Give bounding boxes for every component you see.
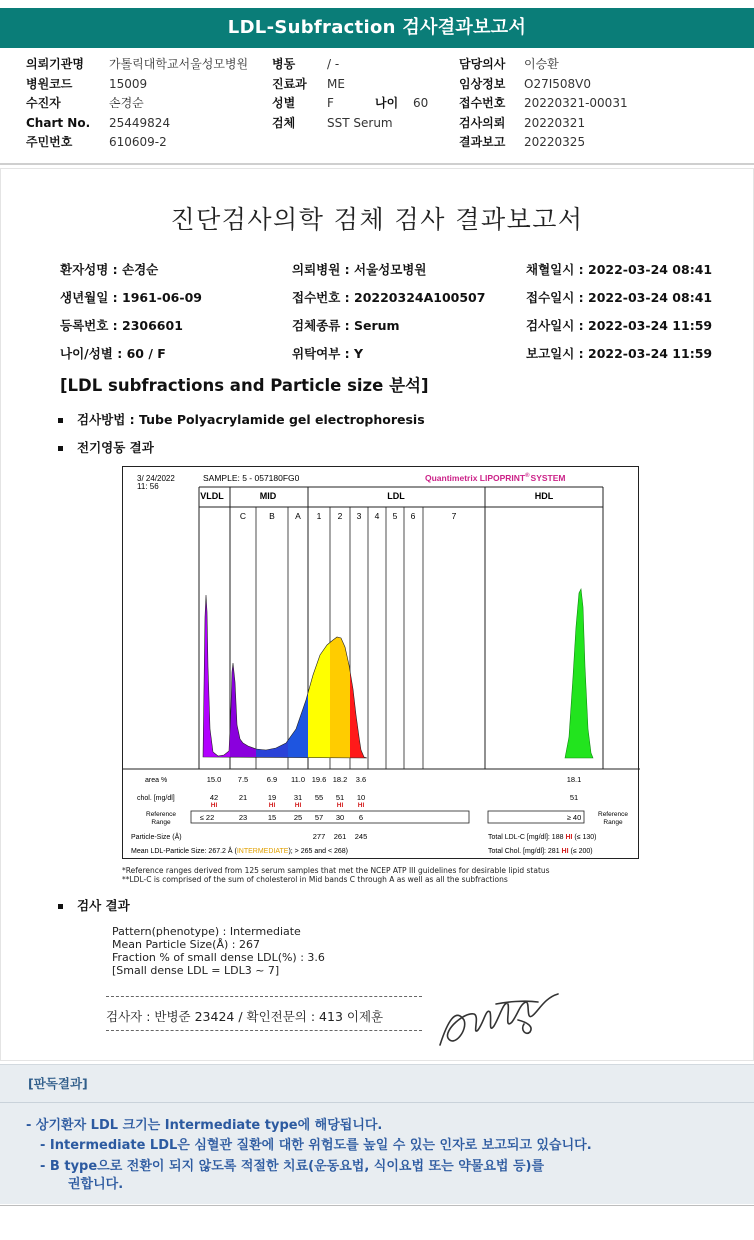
verdict-line-4: 권합니다. <box>68 1177 124 1192</box>
chart-brand <box>425 472 566 483</box>
document-title: 진단검사의학 검체 검사 결과보고서 <box>170 205 584 234</box>
row-label-area: area % <box>145 777 168 784</box>
signature-dash-bottom <box>106 1030 422 1031</box>
particle-size-value: 261 <box>333 832 347 841</box>
hdl-ref-value: ≥ 40 <box>566 813 582 822</box>
hi-flag: HI <box>336 802 344 809</box>
header-label: 의뢰기관명 <box>26 57 84 71</box>
header-row <box>26 114 248 134</box>
result-mean-size: Mean Particle Size(Å) : 267 <box>112 938 260 951</box>
header-row <box>272 55 428 75</box>
band-label: 7 <box>451 511 457 521</box>
chart-table-layer <box>131 775 628 855</box>
header-value: 610609-2 <box>109 135 167 150</box>
header-row <box>26 55 248 75</box>
hi-flag: HI <box>294 802 302 809</box>
hi-flag: HI <box>210 802 218 809</box>
group-label: VLDL <box>200 491 224 501</box>
area-value: 19.6 <box>311 775 327 784</box>
header-row <box>459 75 628 95</box>
header-value: 가톨릭대학교서울성모병원 <box>109 57 249 71</box>
ref-value: 6 <box>358 813 364 822</box>
band-label: 5 <box>392 511 398 521</box>
chol-value: 51 <box>335 793 345 802</box>
header-row <box>459 55 628 75</box>
mean-size-suffix: ); > 265 and < 268) <box>288 848 348 855</box>
ref-value: 23 <box>238 813 248 822</box>
brand-mark: ® <box>525 473 530 479</box>
result-small-dense-note: [Small dense LDL = LDL3 ~ 7] <box>112 964 280 977</box>
curve-band-fill <box>203 595 367 758</box>
handwritten-signature <box>434 990 564 1055</box>
hdl-ref-label-1: Reference <box>598 811 628 818</box>
header-label: 수진자 <box>26 96 61 111</box>
header-value: 20220321-00031 <box>524 96 628 111</box>
header-label: 임상정보 <box>459 76 506 91</box>
patient-name: 환자성명 : 손경순 <box>60 262 159 277</box>
examiner-line: 검사자 : 반병준 23424 / 확인전문의 : 413 이제훈 <box>106 1009 384 1024</box>
header-row <box>26 133 248 153</box>
section-heading: [LDL subfractions and Particle size 분석] <box>60 376 429 395</box>
ref-value: 57 <box>314 813 324 822</box>
brand-suffix: SYSTEM <box>530 473 566 483</box>
total-chol-ref: (≤ 200) <box>568 848 593 855</box>
signature-stroke <box>440 994 558 1045</box>
header-label: 주민번호 <box>26 135 73 150</box>
hdl-area-value: 18.1 <box>566 775 582 784</box>
hdl-chol-value: 51 <box>569 793 579 802</box>
patient-birth: 생년월일 : 1961-06-09 <box>60 290 202 305</box>
verdict-line-2: - Intermediate LDL은 심혈관 질환에 대한 위험도를 높일 수 있는 인자로 보고되고 있습니다. <box>40 1138 592 1153</box>
method-line <box>58 410 425 428</box>
band-label: C <box>239 511 247 521</box>
header-row <box>272 114 428 134</box>
ref-value: 25 <box>293 813 303 822</box>
header-divider <box>0 163 754 165</box>
header-value: / - <box>327 57 340 71</box>
header-row <box>459 133 628 153</box>
header-column-3 <box>459 55 628 153</box>
area-value: 15.0 <box>206 775 222 784</box>
verdict-line-1: - 상기환자 LDL 크기는 Intermediate type에 해당됩니다. <box>26 1118 383 1133</box>
mean-size-status: INTERMEDIATE <box>236 848 289 855</box>
report-banner-title: LDL-Subfraction 검사결과보고서 <box>0 8 754 48</box>
footnote-2: **LDL-C is comprised of the sum of cholesterol in Mid bands C through A as well as all the subfractions <box>122 875 508 884</box>
group-label: HDL <box>534 491 554 501</box>
result-heading <box>58 896 130 914</box>
receipt-number: 접수번호 : 20220324A100507 <box>292 290 486 305</box>
band-label: 2 <box>337 511 343 521</box>
hdl-peak <box>565 589 593 758</box>
report-datetime: 보고일시 : 2022-03-24 11:59 <box>526 346 713 361</box>
chart-time: 11: 56 <box>137 482 159 491</box>
ref-label-1: Reference <box>146 811 176 818</box>
chol-value: 31 <box>293 793 303 802</box>
age-sex: 나이/성별 : 60 / F <box>60 346 166 361</box>
header-column-1 <box>26 55 248 153</box>
chart-grid <box>123 487 640 769</box>
lipoprint-chart-svg <box>123 467 640 860</box>
chol-value: 10 <box>356 793 366 802</box>
area-value: 7.5 <box>237 775 249 784</box>
header-value: ME <box>327 76 345 91</box>
header-label: Chart No. <box>26 115 91 130</box>
band-label: 6 <box>410 511 416 521</box>
band-label: A <box>295 511 301 521</box>
header-label: 병원코드 <box>26 76 73 91</box>
mean-ldl-size <box>131 846 348 855</box>
header-label: 진료과 <box>272 76 307 91</box>
chart-curve-layer <box>203 589 593 758</box>
bullet-icon <box>58 418 63 423</box>
verdict-divider <box>0 1102 754 1103</box>
chart-static-layer <box>137 472 566 491</box>
header-value: F <box>327 96 334 111</box>
verdict-heading: [판독결과] <box>28 1076 88 1091</box>
bullet-icon <box>58 904 63 909</box>
area-value: 18.2 <box>332 775 348 784</box>
band-label: 4 <box>374 511 380 521</box>
registration-number: 등록번호 : 2306601 <box>60 318 183 333</box>
age-value: 60 <box>413 96 429 111</box>
lipoprint-chart <box>122 466 639 859</box>
area-value: 3.6 <box>355 775 367 784</box>
collection-datetime: 채혈일시 : 2022-03-24 08:41 <box>526 262 713 277</box>
specimen-type: 검체종류 : Serum <box>292 318 400 333</box>
test-datetime: 검사일시 : 2022-03-24 11:59 <box>526 318 713 333</box>
header-label: 검사의뢰 <box>459 115 506 130</box>
header-row <box>459 114 628 134</box>
total-chol <box>488 848 593 855</box>
age-label: 나이 <box>375 96 399 111</box>
header-value: 20220321 <box>524 115 586 130</box>
chol-value: 42 <box>209 793 219 802</box>
group-label: MID <box>259 491 277 501</box>
header-value: 20220325 <box>524 135 586 150</box>
hi-flag: HI <box>357 802 365 809</box>
header-column-2 <box>272 55 428 133</box>
chol-value: 19 <box>267 793 277 802</box>
header-label: 담당의사 <box>459 57 506 71</box>
header-label: 병동 <box>272 57 296 71</box>
result-pattern: Pattern(phenotype) : Intermediate <box>112 925 301 938</box>
header-value: 25449824 <box>109 115 171 130</box>
header-value: SST Serum <box>327 115 393 130</box>
bottom-divider <box>0 1205 754 1206</box>
row-label-chol: chol. [mg/dl] <box>137 795 175 802</box>
header-label: 결과보고 <box>459 135 506 150</box>
ref-label-2: Range <box>151 819 171 826</box>
chart-date: 3/ 24/2022 <box>137 474 175 483</box>
particle-size-label: Particle-Size (Å) <box>131 834 182 841</box>
band-label: 3 <box>356 511 362 521</box>
ref-value: ≤ 22 <box>199 813 215 822</box>
outsourced-flag: 위탁여부 : Y <box>292 346 364 361</box>
header-row <box>26 75 248 95</box>
total-chol-flag: HI <box>561 848 569 855</box>
brand-name: Quantimetrix LIPOPRINT <box>425 473 526 483</box>
ref-value: 30 <box>335 813 345 822</box>
total-ldl-value: Total LDL-C [mg/dl]: 188 <box>488 834 566 841</box>
bullet-icon <box>58 446 63 451</box>
ref-box <box>191 811 469 823</box>
requesting-hospital: 의뢰병원 : 서울성모병원 <box>292 262 427 277</box>
header-value: 이승환 <box>524 57 559 71</box>
receipt-datetime: 접수일시 : 2022-03-24 08:41 <box>526 290 713 305</box>
header-label: 접수번호 <box>459 96 506 111</box>
chart-sample-id: SAMPLE: 5 - 057180FG0 <box>203 473 300 483</box>
band-label: 1 <box>316 511 322 521</box>
mean-size-prefix: Mean LDL-Particle Size: 267.2 Å ( <box>131 848 237 855</box>
electrophoresis-text: 전기영동 결과 <box>77 440 154 455</box>
particle-size-value: 277 <box>312 832 326 841</box>
header-row <box>272 75 428 95</box>
method-text: 검사방법 : Tube Polyacrylamide gel electrophoresis <box>77 412 425 427</box>
footnote-1: *Reference ranges derived from 125 serum samples that met the NCEP ATP III guidelines for desirable lipid status <box>122 866 550 875</box>
header-row <box>26 94 248 114</box>
chol-value: 21 <box>238 793 248 802</box>
header-value: 15009 <box>109 76 148 91</box>
header-label: 성별 <box>272 96 296 111</box>
band-label: B <box>269 511 275 521</box>
verdict-line-3: - B type으로 전환이 되지 않도록 적절한 치료(운동요법, 식이요법 또는 약물요법 등)를 <box>40 1159 545 1174</box>
hdl-ref-label-2: Range <box>603 819 623 826</box>
hi-flag: HI <box>268 802 276 809</box>
result-small-dense-fraction: Fraction % of small dense LDL(%) : 3.6 <box>112 951 325 964</box>
total-ldl-ref: (≤ 130) <box>572 834 597 841</box>
ref-value: 15 <box>267 813 277 822</box>
particle-size-value: 245 <box>354 832 368 841</box>
chol-value: 55 <box>314 793 324 802</box>
total-chol-value: Total Chol. [mg/dl]: 281 <box>488 848 562 855</box>
header-row <box>272 94 428 114</box>
total-ldl-flag: HI <box>565 834 573 841</box>
group-label: LDL <box>387 491 405 501</box>
area-value: 11.0 <box>290 775 306 784</box>
area-value: 6.9 <box>266 775 278 784</box>
result-heading-text: 검사 결과 <box>77 898 130 913</box>
signature-dash-top <box>106 996 422 997</box>
header-label: 검체 <box>272 115 296 130</box>
header-value: O27I508V0 <box>524 76 592 91</box>
header-value: 손경순 <box>109 96 144 111</box>
total-ldl <box>488 834 597 841</box>
header-row <box>459 94 628 114</box>
electrophoresis-heading <box>58 438 154 456</box>
